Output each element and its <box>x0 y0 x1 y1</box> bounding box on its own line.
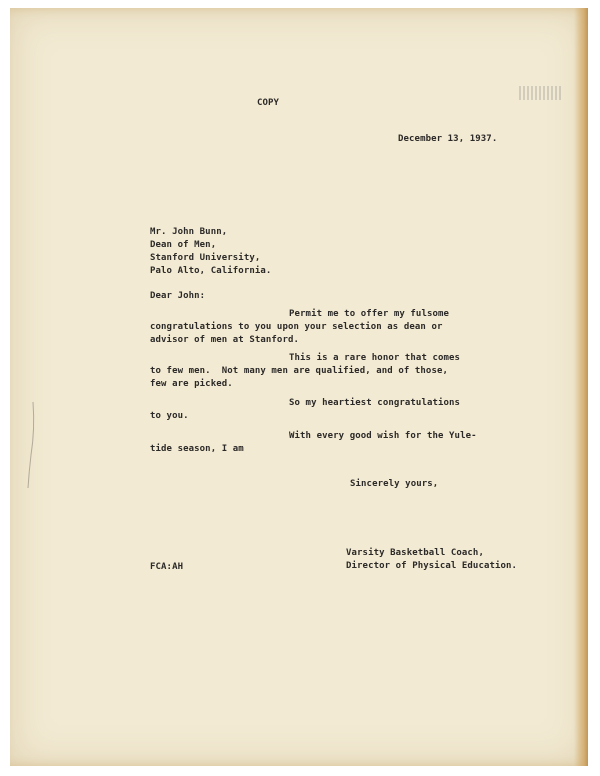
reference-initials: FCA:AH <box>150 562 184 572</box>
paper-scratch-mark <box>26 400 36 490</box>
paragraph-3-line-2: to you. <box>150 411 189 421</box>
signature-line-1: Varsity Basketball Coach, <box>346 548 484 558</box>
recipient-institution: Stanford University, <box>150 253 261 263</box>
paragraph-1-line-3: advisor of men at Stanford. <box>150 335 299 345</box>
paragraph-4-line-1: With every good wish for the Yule- <box>289 431 477 441</box>
paragraph-3-line-1: So my heartiest congratulations <box>289 398 461 408</box>
salutation: Dear John: <box>150 291 206 301</box>
copy-mark: COPY <box>257 98 280 108</box>
letter-date: December 13, 1937. <box>398 134 498 144</box>
recipient-name: Mr. John Bunn, <box>150 227 228 237</box>
signature-line-2: Director of Physical Education. <box>346 561 518 571</box>
paragraph-2-line-3: few are picked. <box>150 379 233 389</box>
paragraph-1-line-2: congratulations to you upon your selection as dean or <box>150 322 443 332</box>
recipient-city: Palo Alto, California. <box>150 266 272 276</box>
faded-mark <box>519 86 561 100</box>
letter-page <box>10 8 588 766</box>
closing: Sincerely yours, <box>350 479 439 489</box>
paragraph-1-line-1: Permit me to offer my fulsome <box>289 309 450 319</box>
paragraph-2-line-1: This is a rare honor that comes <box>289 353 461 363</box>
recipient-title: Dean of Men, <box>150 240 217 250</box>
paragraph-2-line-2: to few men. Not many men are qualified, and of those, <box>150 366 448 376</box>
paragraph-4-line-2: tide season, I am <box>150 444 244 454</box>
paper-edge-stain <box>574 8 588 766</box>
